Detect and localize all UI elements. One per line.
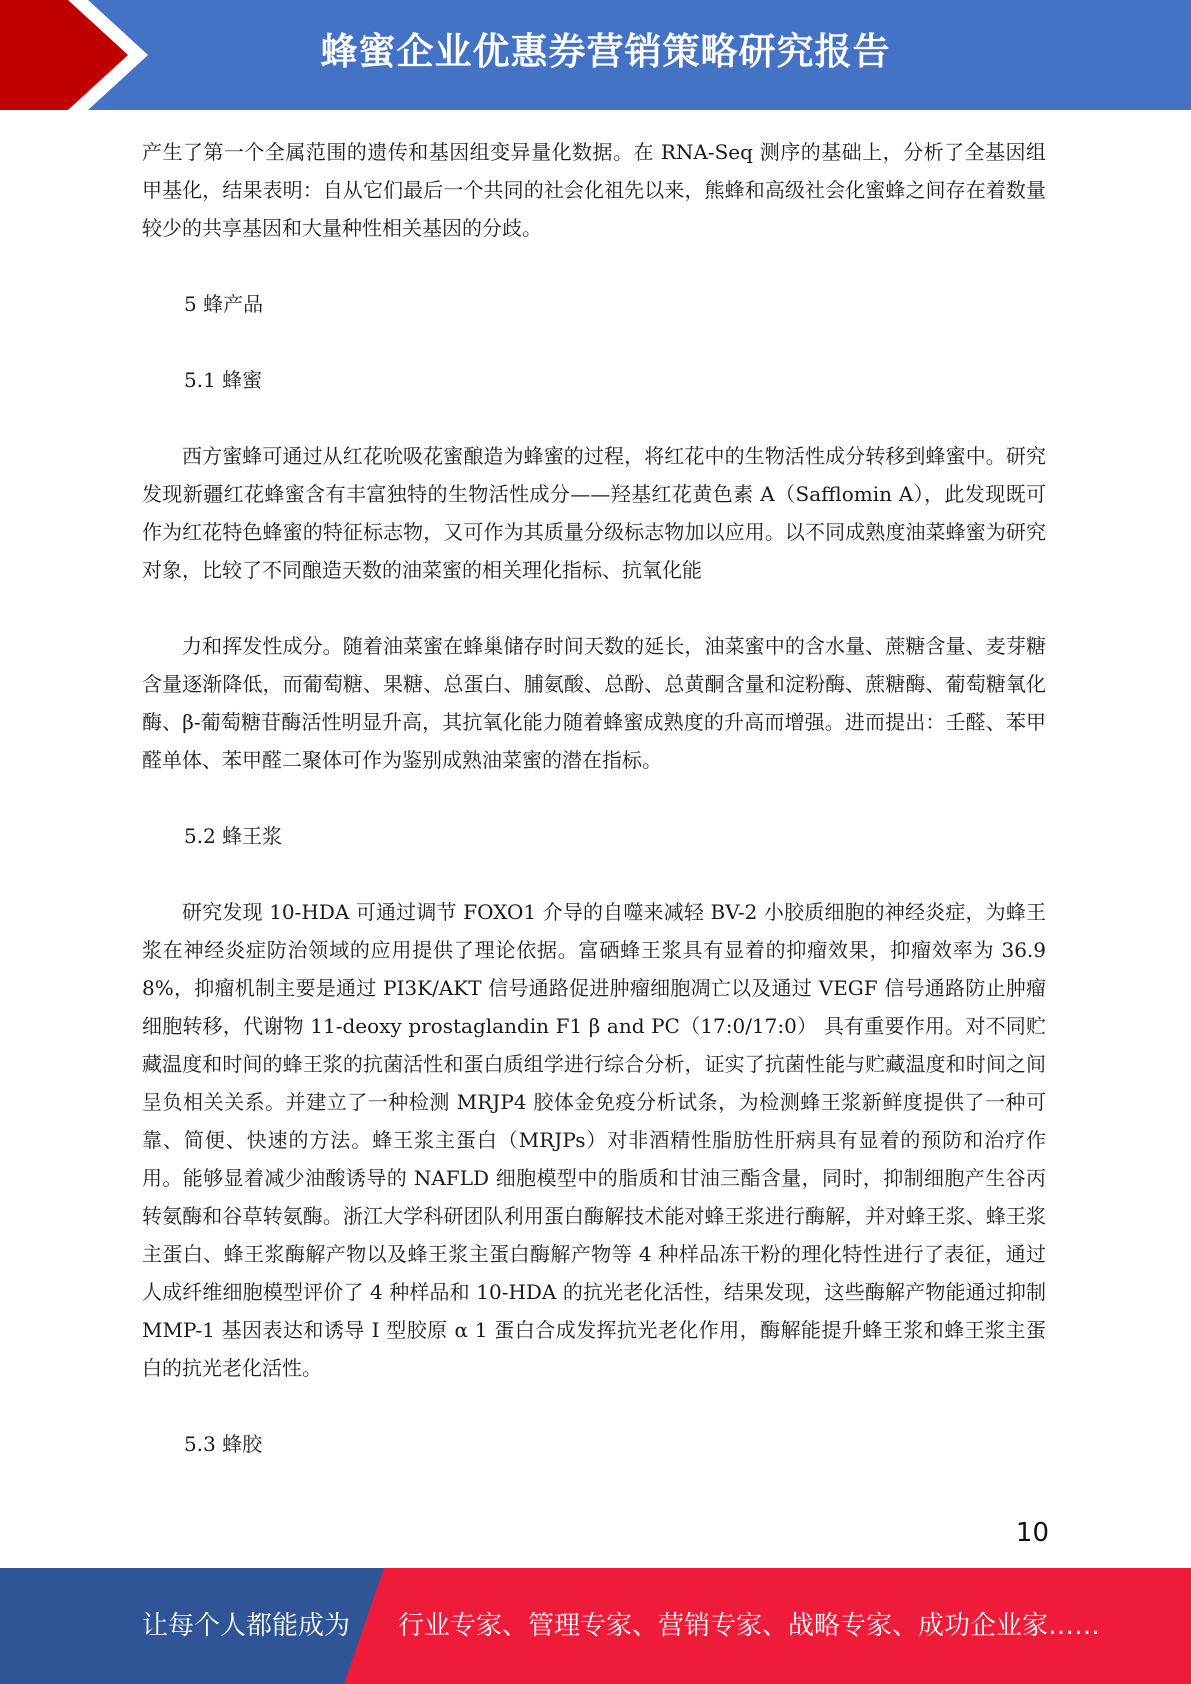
paragraph-honey-1: 西方蜜蜂可通过从红花吮吸花蜜酿造为蜂蜜的过程，将红花中的生物活性成分转移到蜂蜜中。研究发现新疆红花蜂蜜含有丰富独特的生物活性成分——羟基红花黄色素 A（Safflomin A），此发现既可作为红花特色蜂蜜的特征标志物，又可作为其质量分级标志物加以应用。以不同成熟度油菜蜂蜜为研究对象，比较了不同酿造天数的油菜蜜的相关理化指标、抗氧化能	[142, 444, 1046, 582]
page-header	[0, 0, 1191, 110]
page-number: 10	[1015, 1518, 1049, 1548]
section-heading-5: 5 蜂产品	[184, 292, 264, 316]
page-body	[142, 133, 1046, 1463]
section-heading-5-2: 5.2 蜂王浆	[184, 824, 283, 848]
paragraph-honey-2: 力和挥发性成分。随着油菜蜜在蜂巢储存时间天数的延长，油菜蜜中的含水量、蔗糖含量、麦芽糖含量逐渐降低，而葡萄糖、果糖、总蛋白、脯氨酸、总酚、总黄酮含量和淀粉酶、蔗糖酶、葡萄糖氧化酶、β-葡萄糖苷酶活性明显升高，其抗氧化能力随着蜂蜜成熟度的升高而增强。进而提出：壬醛、苯甲醛单体、苯甲醛二聚体可作为鉴别成熟油菜蜜的潜在指标。	[142, 634, 1046, 772]
footer-slogan-right: 行业专家、管理专家、营销专家、战略专家、成功企业家……	[398, 1611, 1101, 1641]
page-footer	[0, 1568, 1191, 1684]
paragraph-intro: 产生了第一个全属范围的遗传和基因组变异量化数据。在 RNA-Seq 测序的基础上，分析了全基因组甲基化，结果表明：自从它们最后一个共同的社会化祖先以来，熊蜂和高级社会化蜜蜂之间存在着数量较少的共享基因和大量种性相关基因的分歧。	[142, 140, 1046, 240]
section-heading-5-1: 5.1 蜂蜜	[184, 368, 263, 392]
report-title: 蜂蜜企业优惠券营销策略研究报告	[320, 30, 891, 73]
footer-slogan-left: 让每个人都能成为	[142, 1611, 351, 1641]
paragraph-royal-jelly: 研究发现 10-HDA 可通过调节 FOXO1 介导的自噬来减轻 BV-2 小胶质细胞的神经炎症，为蜂王浆在神经炎症防治领域的应用提供了理论依据。富硒蜂王浆具有显着的抑瘤效果，抑瘤效率为 36.98%，抑瘤机制主要是通过 PI3K/AKT 信号通路促进肿瘤细胞凋亡以及通过 VEGF 信号通路防止肿瘤细胞转移，代谢物 11-deoxy prostaglandin F1 β and PC（17:0/17:0） 具有重要作用。对不同贮藏温度和时间的蜂王浆的抗菌活性和蛋白质组学进行综合分析，证实了抗菌性能与贮藏温度和时间之间呈负相关关系。并建立了一种检测 MRJP4 胶体金免疫分析试条，为检测蜂王浆新鲜度提供了一种可靠、简便、快速的方法。蜂王浆主蛋白（MRJPs）对非酒精性脂肪性肝病具有显着的预防和治疗作用。能够显着减少油酸诱导的 NAFLD 细胞模型中的脂质和甘油三酯含量，同时，抑制细胞产生谷丙转氨酶和谷草转氨酶。浙江大学科研团队利用蛋白酶解技术能对蜂王浆进行酶解，并对蜂王浆、蜂王浆主蛋白、蜂王浆酶解产物以及蜂王浆主蛋白酶解产物等 4 种样品冻干粉的理化特性进行了表征，通过人成纤维细胞模型评价了 4 种样品和 10-HDA 的抗光老化活性，结果发现，这些酶解产物能通过抑制 MMP-1 基因表达和诱导 I 型胶原 α 1 蛋白合成发挥抗光老化作用，酶解能提升蜂王浆和蜂王浆主蛋白的抗光老化活性。	[142, 900, 1046, 1380]
section-heading-5-3: 5.3 蜂胶	[184, 1432, 263, 1456]
